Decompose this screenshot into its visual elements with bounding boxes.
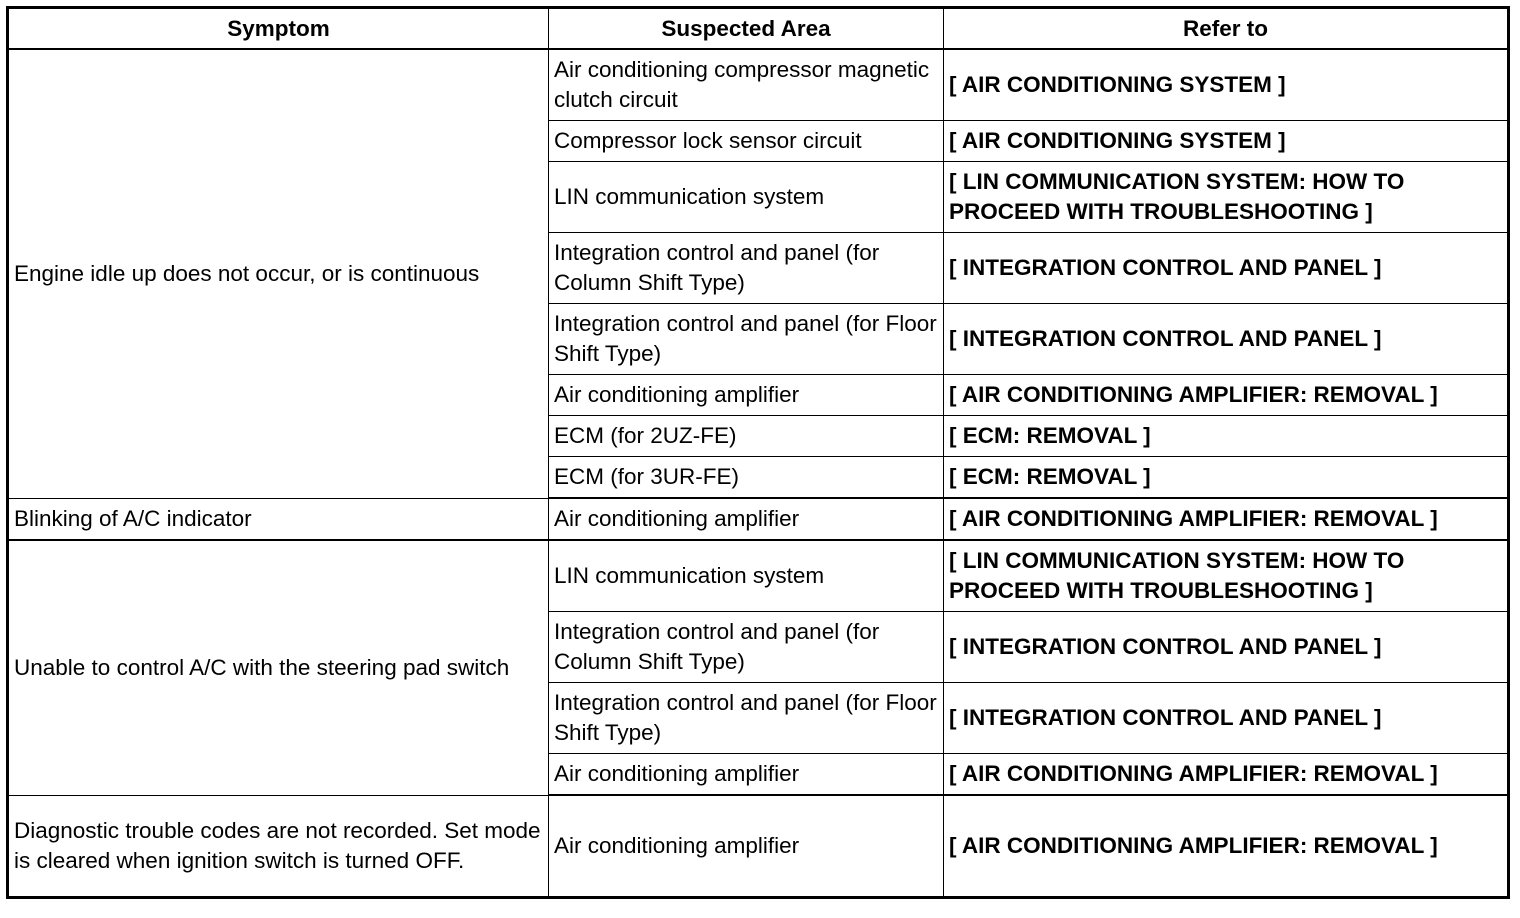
- suspected-area-cell: ECM (for 3UR-FE): [549, 457, 944, 499]
- symptom-cell: Unable to control A/C with the steering pad switch: [8, 540, 549, 795]
- header-refer-to: Refer to: [944, 8, 1509, 50]
- suspected-area-cell: Air conditioning amplifier: [549, 754, 944, 796]
- refer-link[interactable]: [ AIR CONDITIONING SYSTEM ]: [944, 49, 1509, 121]
- suspected-area-cell: Integration control and panel (for Column Shift Type): [549, 233, 944, 304]
- suspected-area-cell: Air conditioning amplifier: [549, 795, 944, 897]
- table-row: [8, 498, 1509, 540]
- symptom-cell: Engine idle up does not occur, or is continuous: [8, 49, 549, 498]
- suspected-area-cell: Integration control and panel (for Column Shift Type): [549, 612, 944, 683]
- suspected-area-cell: Air conditioning compressor magnetic clutch circuit: [549, 49, 944, 121]
- suspected-area-cell: Compressor lock sensor circuit: [549, 121, 944, 162]
- refer-link[interactable]: [ ECM: REMOVAL ]: [944, 457, 1509, 499]
- symptom-cell: Blinking of A/C indicator: [8, 498, 549, 540]
- refer-link[interactable]: [ AIR CONDITIONING AMPLIFIER: REMOVAL ]: [944, 754, 1509, 796]
- suspected-area-cell: LIN communication system: [549, 540, 944, 612]
- header-suspected-area: Suspected Area: [549, 8, 944, 50]
- refer-link[interactable]: [ ECM: REMOVAL ]: [944, 416, 1509, 457]
- refer-link[interactable]: [ INTEGRATION CONTROL AND PANEL ]: [944, 304, 1509, 375]
- refer-link[interactable]: [ INTEGRATION CONTROL AND PANEL ]: [944, 683, 1509, 754]
- problem-symptoms-table: [6, 6, 1510, 899]
- suspected-area-cell: LIN communication system: [549, 162, 944, 233]
- table-row: [8, 795, 1509, 897]
- suspected-area-cell: Air conditioning amplifier: [549, 375, 944, 416]
- refer-link[interactable]: [ LIN COMMUNICATION SYSTEM: HOW TO PROCEED WITH TROUBLESHOOTING ]: [944, 540, 1509, 612]
- suspected-area-cell: Air conditioning amplifier: [549, 498, 944, 540]
- suspected-area-cell: Integration control and panel (for Floor Shift Type): [549, 304, 944, 375]
- refer-link[interactable]: [ AIR CONDITIONING AMPLIFIER: REMOVAL ]: [944, 498, 1509, 540]
- header-symptom: Symptom: [8, 8, 549, 50]
- refer-link[interactable]: [ AIR CONDITIONING AMPLIFIER: REMOVAL ]: [944, 375, 1509, 416]
- refer-link[interactable]: [ INTEGRATION CONTROL AND PANEL ]: [944, 612, 1509, 683]
- refer-link[interactable]: [ AIR CONDITIONING SYSTEM ]: [944, 121, 1509, 162]
- refer-link[interactable]: [ INTEGRATION CONTROL AND PANEL ]: [944, 233, 1509, 304]
- table-row: [8, 540, 1509, 612]
- symptom-cell: Diagnostic trouble codes are not recorded. Set mode is cleared when ignition switch is turned OFF.: [8, 795, 549, 897]
- refer-link[interactable]: [ LIN COMMUNICATION SYSTEM: HOW TO PROCEED WITH TROUBLESHOOTING ]: [944, 162, 1509, 233]
- suspected-area-cell: Integration control and panel (for Floor Shift Type): [549, 683, 944, 754]
- refer-link[interactable]: [ AIR CONDITIONING AMPLIFIER: REMOVAL ]: [944, 795, 1509, 897]
- header-row: [8, 8, 1509, 50]
- suspected-area-cell: ECM (for 2UZ-FE): [549, 416, 944, 457]
- table-row: [8, 49, 1509, 121]
